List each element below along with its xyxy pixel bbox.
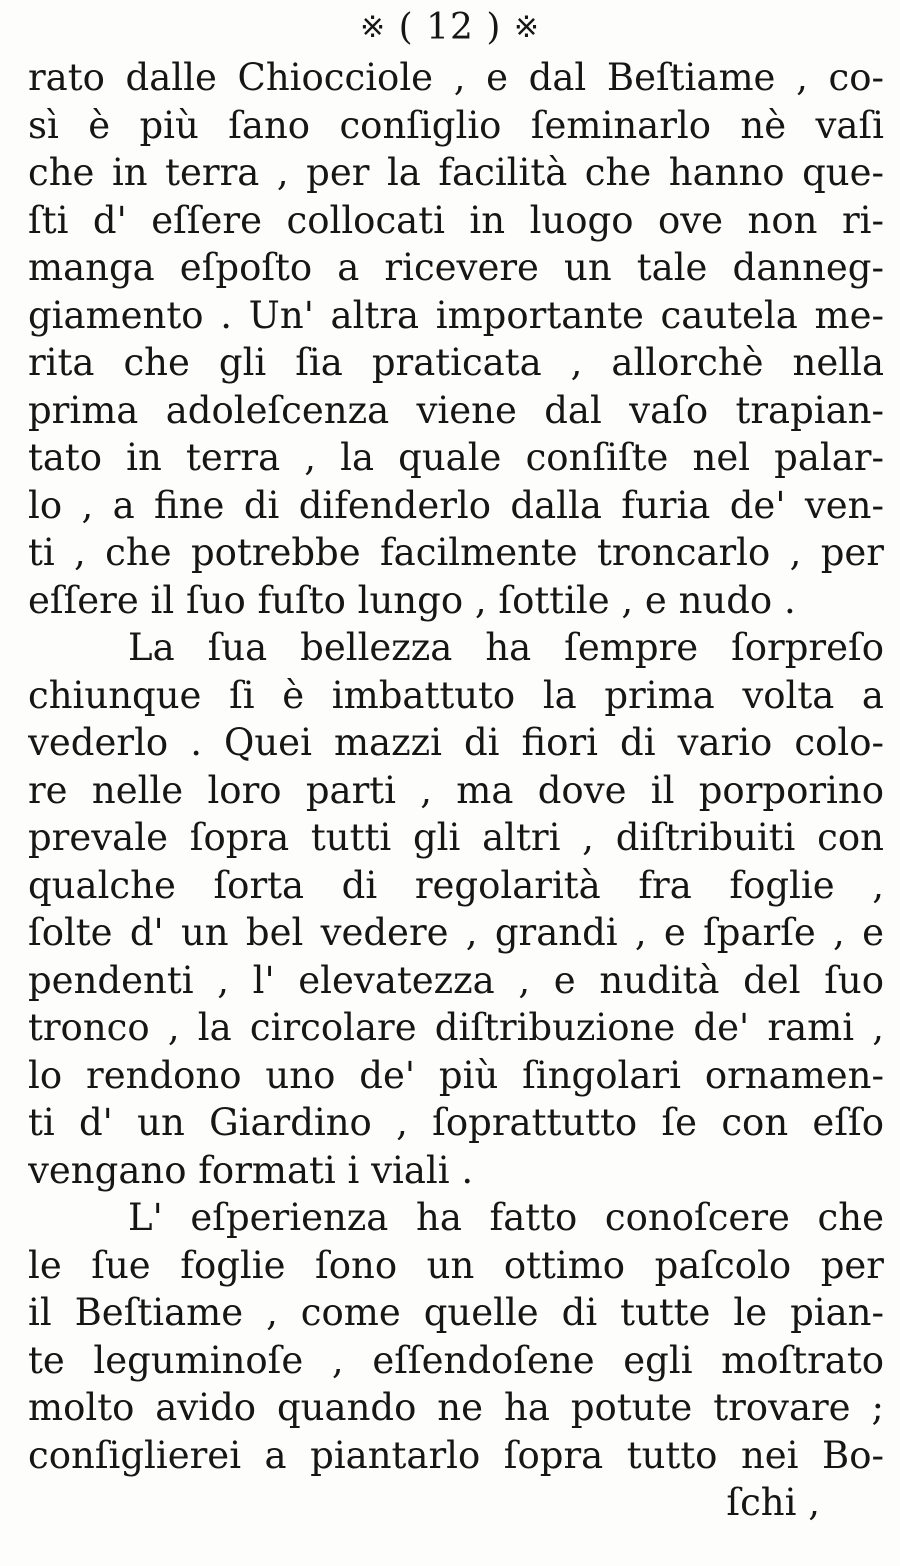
paragraph-start-line: L' eſperienza ha fatto conoſcere che — [128, 1196, 884, 1239]
text-line: chiunque ſi è imbattuto la prima volta a — [28, 673, 884, 717]
text-line: le ſue foglie ſono un ottimo paſcolo per — [28, 1243, 884, 1287]
text-line: te leguminoſe , eſſendoſene egli moſtrato — [28, 1338, 884, 1382]
text-line: tronco , la circolare diſtribuzione de' rami , — [28, 1006, 884, 1049]
text-line: lo rendono uno de' più ſingolari ornamen- — [28, 1053, 884, 1097]
page-header — [0, 6, 900, 50]
page-number: ( 12 ) — [398, 7, 502, 48]
ornament-right-icon: ※ — [513, 10, 540, 45]
text-line: tato in terra , la quale conſiſte nel palar- — [28, 436, 884, 479]
text-line: re nelle loro parti , ma dove il porporino — [28, 768, 884, 812]
text-line: rita che gli ſia praticata , allorchè nella — [28, 341, 884, 384]
text-line: il Beſtiame , come quelle di tutte le pian- — [28, 1291, 884, 1334]
text-line: ſolte d' un bel vedere , grandi , e ſparſe , e — [28, 911, 884, 954]
text-line: vederlo . Quei mazzi di fiori di vario colo- — [28, 721, 884, 764]
body-text — [28, 54, 884, 1527]
text-line: lo , a fine di difenderlo dalla furia de' ven- — [28, 483, 884, 527]
catchword: ſchi , — [726, 1481, 820, 1524]
text-line: conſiglierei a piantarlo ſopra tutto nei Bo- — [28, 1433, 884, 1477]
text-line: giamento . Un' altra importante cautela me- — [28, 293, 884, 337]
text-line: ſti d' eſſere collocati in luogo ove non ri- — [28, 198, 884, 242]
text-line: sì è più ſano conſiglio ſeminarlo nè vaſi — [28, 103, 884, 147]
text-line: ti d' un Giardino , ſoprattutto ſe con eſſo — [28, 1101, 884, 1144]
text-line: eſſere il ſuo fuſto lungo , ſottile , e nudo . — [28, 578, 796, 622]
text-line: ti , che potrebbe facilmente troncarlo , per — [28, 531, 884, 574]
text-line: manga eſpoſto a ricevere un tale danneg- — [28, 246, 884, 289]
text-line: prima adoleſcenza viene dal vaſo trapian- — [28, 388, 884, 432]
text-line: prevale ſopra tutti gli altri , diſtribuiti con — [28, 816, 884, 859]
ornament-left-icon: ※ — [360, 10, 387, 45]
text-line: vengano formati i viali . — [28, 1148, 474, 1192]
paragraph-start-line: La ſua bellezza ha ſempre ſorpreſo — [128, 626, 884, 669]
text-line: qualche ſorta di regolarità fra foglie , — [28, 863, 884, 907]
text-line: molto avido quando ne ha potute trovare ; — [28, 1386, 884, 1429]
text-line: pendenti , l' elevatezza , e nudità del ſuo — [28, 958, 884, 1002]
text-line: rato dalle Chiocciole , e dal Beſtiame , co- — [28, 56, 884, 99]
text-line: che in terra , per la facilità che hanno que- — [28, 151, 884, 194]
